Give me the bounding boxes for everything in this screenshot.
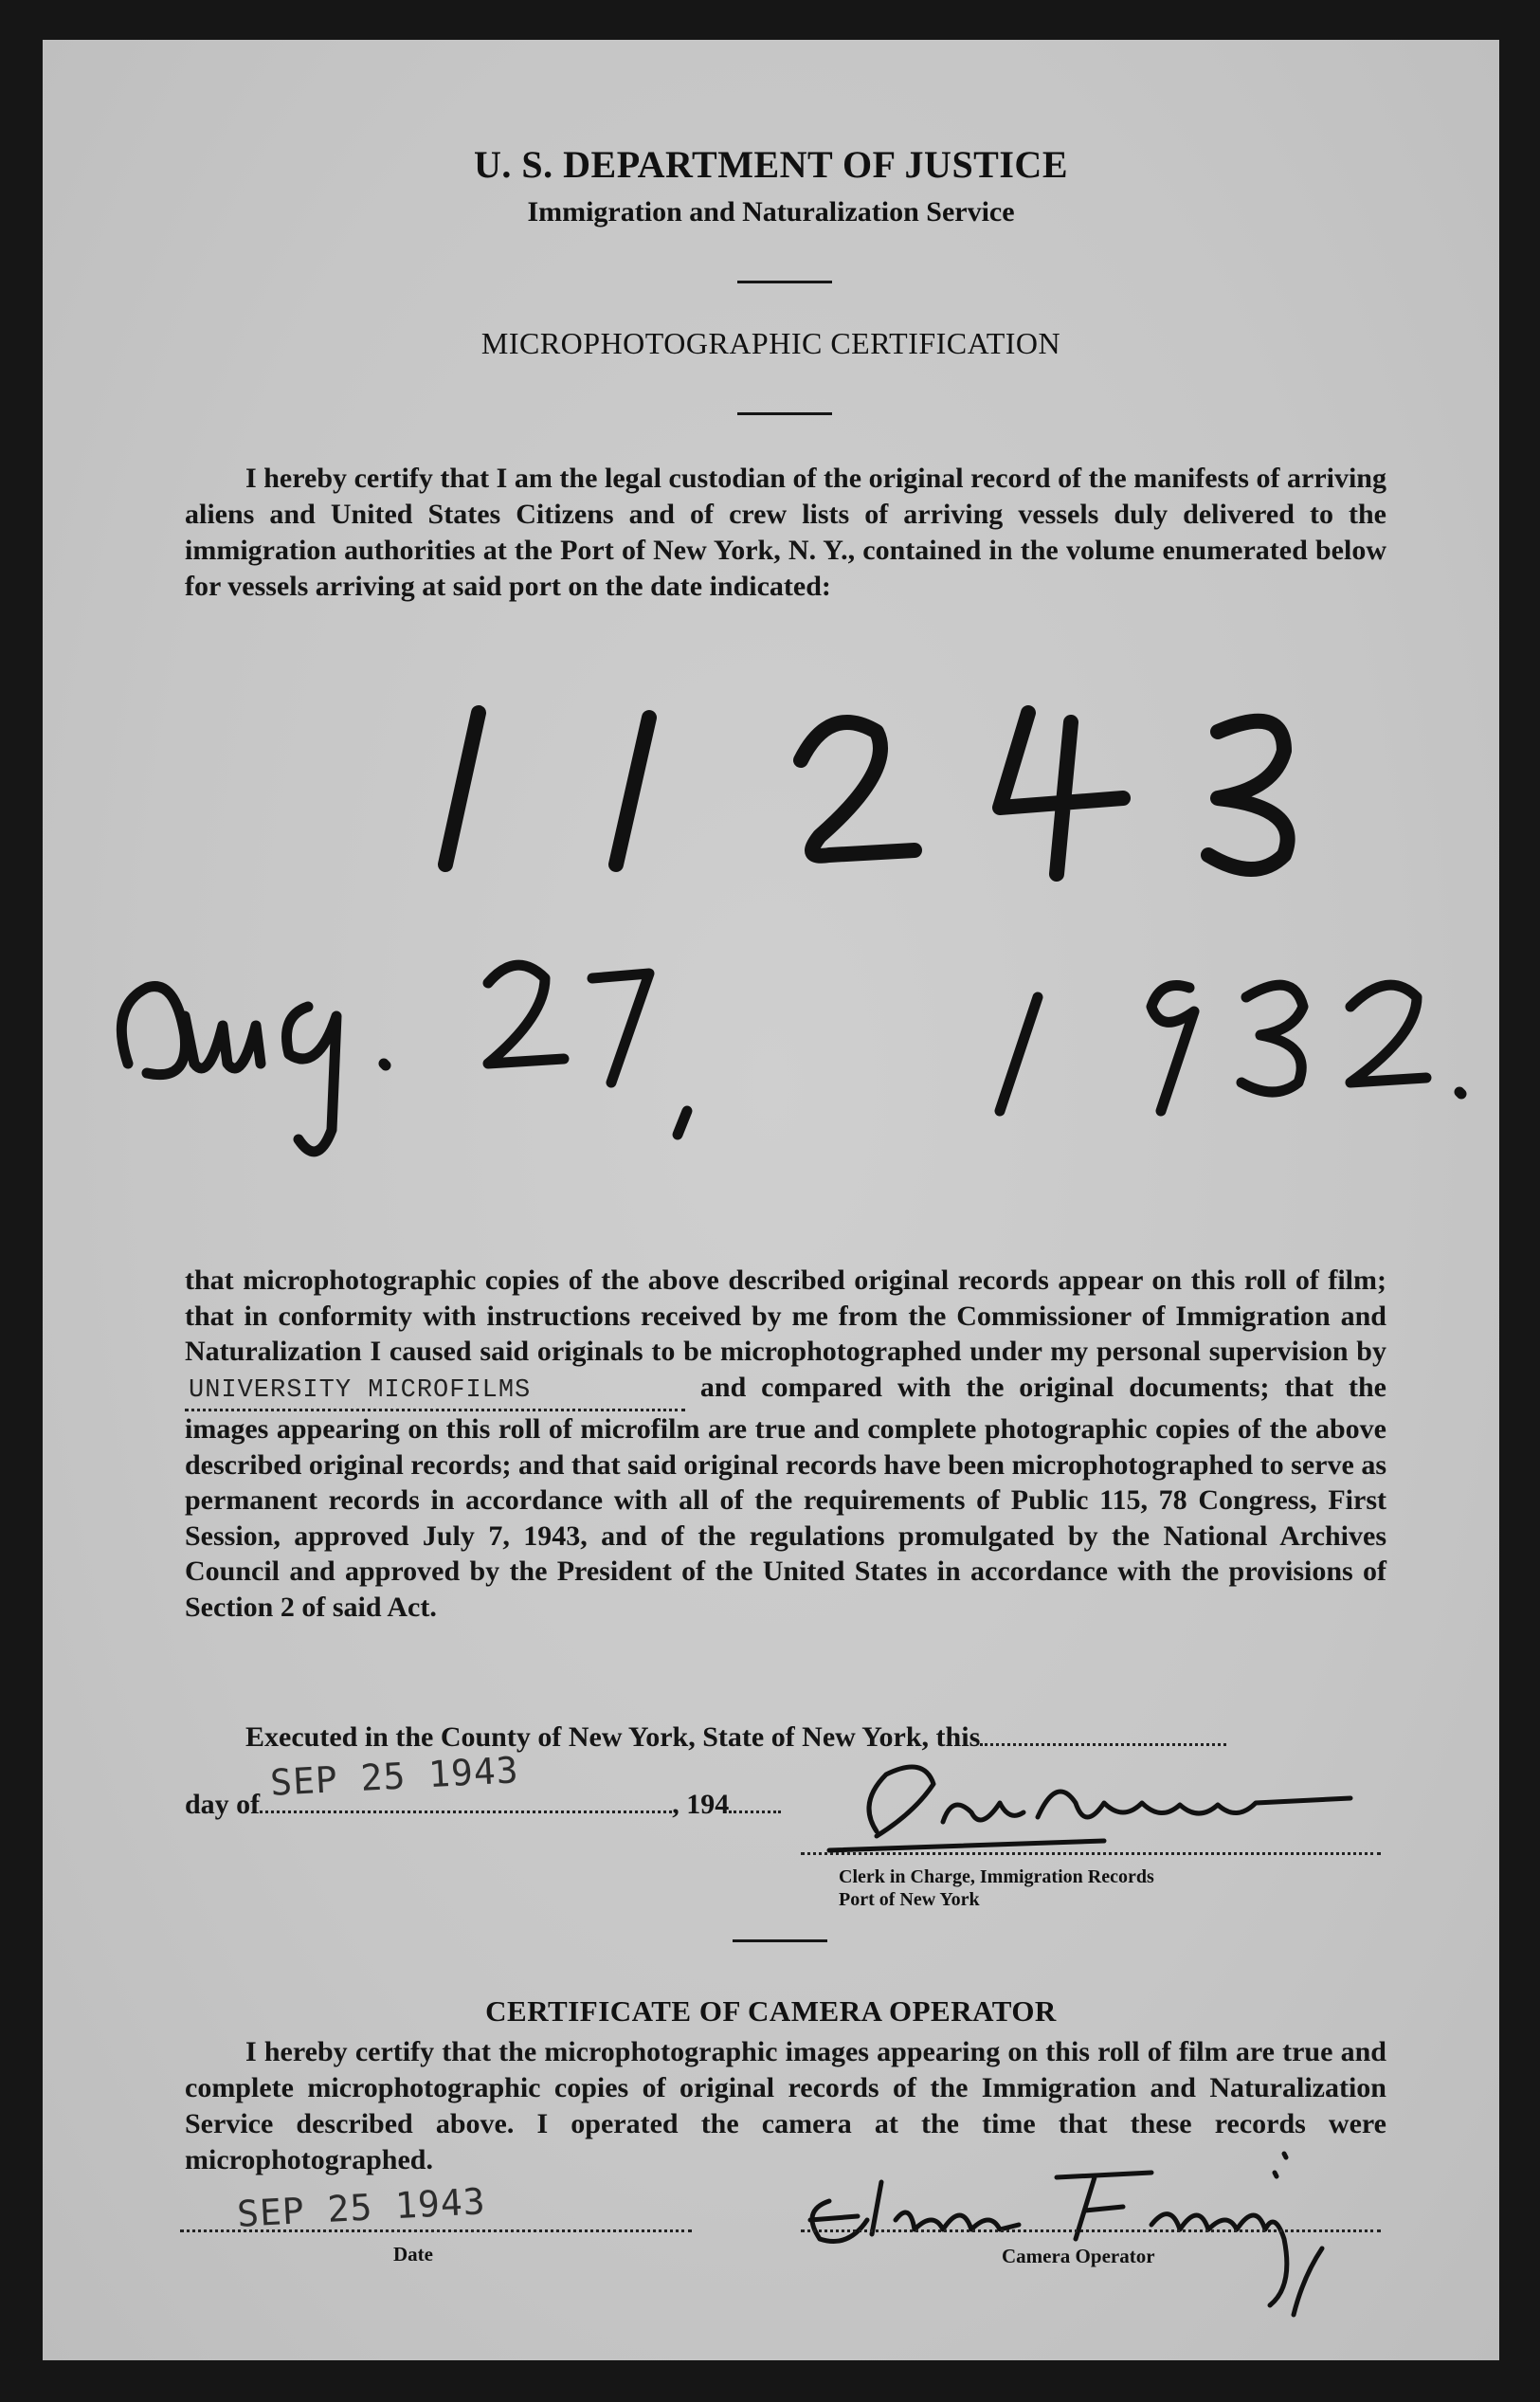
camera-operator-paragraph: I hereby certify that the microphotographic images appearing on this roll of film are true and complete microphotographic copies of original records of the Immigration and Naturalization Service described above. I operated the camera at the time that these records were microphotographed. [185,2036,1386,2175]
certification-body: that microphotographic copies of the above described original records appear on this roll of film; that in conformity with instructions received by me from the Commissioner of Immigration and Naturalization I caused said originals to be microphotographed under my personal supervision by UNIVERSITY MICROFILMS and compared with the original documents; that the images appearing on this roll of microfilm are true and complete photographic copies of the above described original records; and that said original records have been microphotographed to serve as permanent records in accordance with all of the requirements of Public 115, 78 Congress, First Session, approved July 7, 1943, and of the regulations promulgated by the National Archives Council and approved by the President of the United States in accordance with the provisions of Section 2 of said Act. [185,1265,1386,1623]
department-heading: U. S. DEPARTMENT OF JUSTICE [474,143,1068,186]
clerk-title: Clerk in Charge, Immigration Records Port of New York [839,1866,1154,1910]
date-stamp: SEP 25 1943 [269,1749,520,1804]
day-of-line: day of , 194 [185,1782,1386,1823]
clerk-signature [820,1746,1407,1860]
camera-operator-label: Camera Operator [1002,2245,1155,2267]
date-label: Date [393,2243,433,2266]
divider [733,1939,827,1942]
camera-operator-signature [791,2144,1398,2324]
camera-date-stamp: SEP 25 1943 [236,2180,487,2235]
divider [737,281,832,283]
custodian-paragraph: I hereby certify that I am the legal custodian of the original record of the manifests of arriving aliens and United States Citizens and of crew lists of arriving vessels duly delivered to the immigration authorities at the Port of New York, N. Y., contained in the volume enumerated below for vessels arriving at said port on the date indicated: [185,463,1386,602]
operator-signature-line [801,2229,1381,2232]
handwritten-date [90,921,1483,1168]
execution-line: Executed in the County of New York, State of New York, this [185,1720,1386,1756]
date-line [180,2229,692,2232]
filmed-by-typed: UNIVERSITY MICROFILMS [189,1375,532,1405]
camera-operator-title: CERTIFICATE OF CAMERA OPERATOR [485,1994,1057,2028]
certification-title: MICROPHOTOGRAPHIC CERTIFICATION [480,326,1061,360]
certificate-page [43,40,1499,2360]
handwritten-volume-number [403,694,1313,902]
service-subheading: Immigration and Naturalization Service [527,196,1015,227]
divider [737,412,832,415]
clerk-signature-line [801,1852,1381,1855]
